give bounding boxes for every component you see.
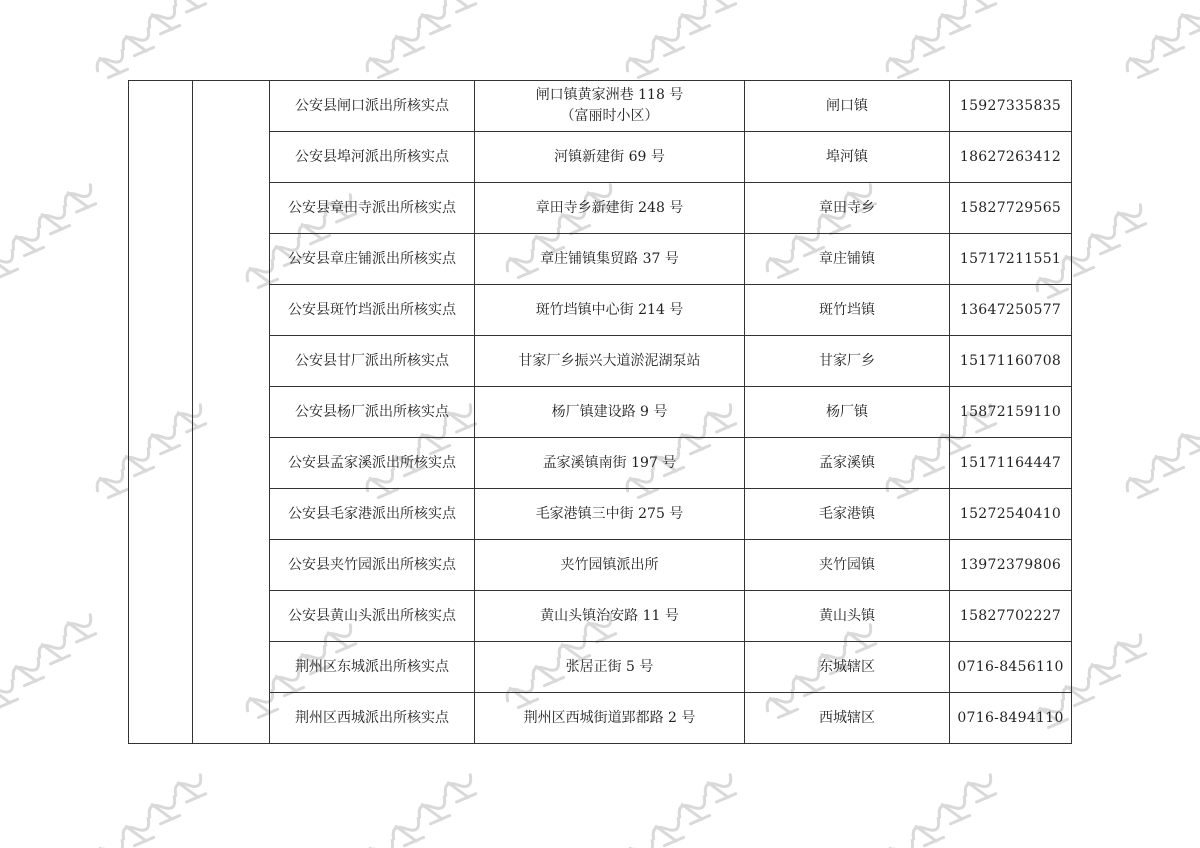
- address-cell: [475, 132, 745, 183]
- watermark-mark: [362, 0, 481, 85]
- phone-cell: 0716-8456110: [950, 642, 1072, 693]
- table-row: [129, 438, 1072, 489]
- station-name-cell: 公安县夹竹园派出所核实点: [270, 540, 475, 591]
- watermark-mark: [92, 0, 211, 85]
- category-cell: [193, 81, 270, 744]
- watermark-mark: [0, 179, 102, 285]
- jurisdiction-cell: 斑竹垱镇: [745, 285, 950, 336]
- table-row: [129, 132, 1072, 183]
- station-name-cell: 公安县闸口派出所核实点: [270, 81, 475, 132]
- watermark-mark: [1122, 0, 1200, 85]
- phone-cell: 0716-8494110: [950, 693, 1072, 744]
- jurisdiction-cell: 东城辖区: [745, 642, 950, 693]
- jurisdiction-cell: 甘家厂乡: [745, 336, 950, 387]
- jurisdiction-cell: 孟家溪镇: [745, 438, 950, 489]
- station-name-cell: 荆州区东城派出所核实点: [270, 642, 475, 693]
- table-row: [129, 234, 1072, 285]
- station-name-cell: 公安县章庄铺派出所核实点: [270, 234, 475, 285]
- phone-cell: 15272540410: [950, 489, 1072, 540]
- station-name-cell: 荆州区西城派出所核实点: [270, 693, 475, 744]
- jurisdiction-cell: 黄山头镇: [745, 591, 950, 642]
- phone-cell: 15927335835: [950, 81, 1072, 132]
- station-name-cell: 公安县章田寺派出所核实点: [270, 183, 475, 234]
- address-line: 章田寺乡新建街 248 号: [535, 199, 684, 216]
- jurisdiction-cell: 章庄铺镇: [745, 234, 950, 285]
- station-name-cell: 公安县埠河派出所核实点: [270, 132, 475, 183]
- verification-point-table: [128, 80, 1072, 744]
- address-cell: [475, 387, 745, 438]
- address-cell: [475, 642, 745, 693]
- table-row: [129, 591, 1072, 642]
- address-line: 黄山头镇治安路 11 号: [540, 607, 679, 624]
- station-name-cell: 公安县黄山头派出所核实点: [270, 591, 475, 642]
- watermark-mark: [882, 0, 1001, 85]
- phone-cell: 15171164447: [950, 438, 1072, 489]
- address-line: 毛家港镇三中街 275 号: [535, 505, 684, 522]
- station-name-cell: 公安县孟家溪派出所核实点: [270, 438, 475, 489]
- address-cell: [475, 336, 745, 387]
- table-row: [129, 540, 1072, 591]
- table-row: [129, 489, 1072, 540]
- address-line: 章庄铺镇集贸路 37 号: [540, 250, 679, 267]
- address-cell: [475, 540, 745, 591]
- phone-cell: 13647250577: [950, 285, 1072, 336]
- address-cell: [475, 438, 745, 489]
- watermark-mark: [622, 769, 741, 848]
- address-cell: [475, 285, 745, 336]
- watermark-mark: [622, 0, 741, 85]
- phone-cell: 13972379806: [950, 540, 1072, 591]
- address-line: 甘家厂乡振兴大道淤泥湖泵站: [518, 352, 701, 369]
- phone-cell: 18627263412: [950, 132, 1072, 183]
- address-line: 荆州区西城街道郢都路 2 号: [523, 709, 696, 726]
- table-row: [129, 387, 1072, 438]
- jurisdiction-cell: 毛家港镇: [745, 489, 950, 540]
- phone-cell: 15872159110: [950, 387, 1072, 438]
- station-name-cell: 公安县毛家港派出所核实点: [270, 489, 475, 540]
- watermark-mark: [1122, 399, 1200, 505]
- address-line: 张居正街 5 号: [565, 658, 654, 675]
- address-cell: [475, 693, 745, 744]
- address-cell: [475, 591, 745, 642]
- address-cell: [475, 81, 745, 132]
- address-line: 斑竹垱镇中心街 214 号: [535, 301, 684, 318]
- region-cell: [129, 81, 193, 744]
- jurisdiction-cell: 章田寺乡: [745, 183, 950, 234]
- jurisdiction-cell: 西城辖区: [745, 693, 950, 744]
- station-name-cell: 公安县甘厂派出所核实点: [270, 336, 475, 387]
- station-name-cell: 公安县杨厂派出所核实点: [270, 387, 475, 438]
- phone-cell: 15827729565: [950, 183, 1072, 234]
- phone-cell: 15171160708: [950, 336, 1072, 387]
- address-cell: [475, 183, 745, 234]
- phone-cell: 15827702227: [950, 591, 1072, 642]
- address-line: （富丽时小区）: [560, 108, 659, 124]
- jurisdiction-cell: 闸口镇: [745, 81, 950, 132]
- watermark-mark: [0, 609, 102, 715]
- address-line: 河镇新建街 69 号: [554, 148, 665, 165]
- table-row: [129, 285, 1072, 336]
- table-row: [129, 81, 1072, 132]
- table-row: [129, 693, 1072, 744]
- table-row: [129, 336, 1072, 387]
- phone-cell: 15717211551: [950, 234, 1072, 285]
- address-cell: [475, 489, 745, 540]
- table-row: [129, 642, 1072, 693]
- jurisdiction-cell: 夹竹园镇: [745, 540, 950, 591]
- jurisdiction-cell: 杨厂镇: [745, 387, 950, 438]
- watermark-mark: [92, 769, 211, 848]
- table-row: [129, 183, 1072, 234]
- watermark-mark: [882, 769, 1001, 848]
- address-line: 闸口镇黄家洲巷 118 号: [535, 87, 684, 103]
- address-line: 夹竹园镇派出所: [560, 556, 659, 573]
- address-line: 孟家溪镇南街 197 号: [542, 454, 677, 471]
- address-cell: [475, 234, 745, 285]
- watermark-mark: [362, 769, 481, 848]
- address-line: 杨厂镇建设路 9 号: [551, 403, 668, 420]
- station-name-cell: 公安县斑竹垱派出所核实点: [270, 285, 475, 336]
- jurisdiction-cell: 埠河镇: [745, 132, 950, 183]
